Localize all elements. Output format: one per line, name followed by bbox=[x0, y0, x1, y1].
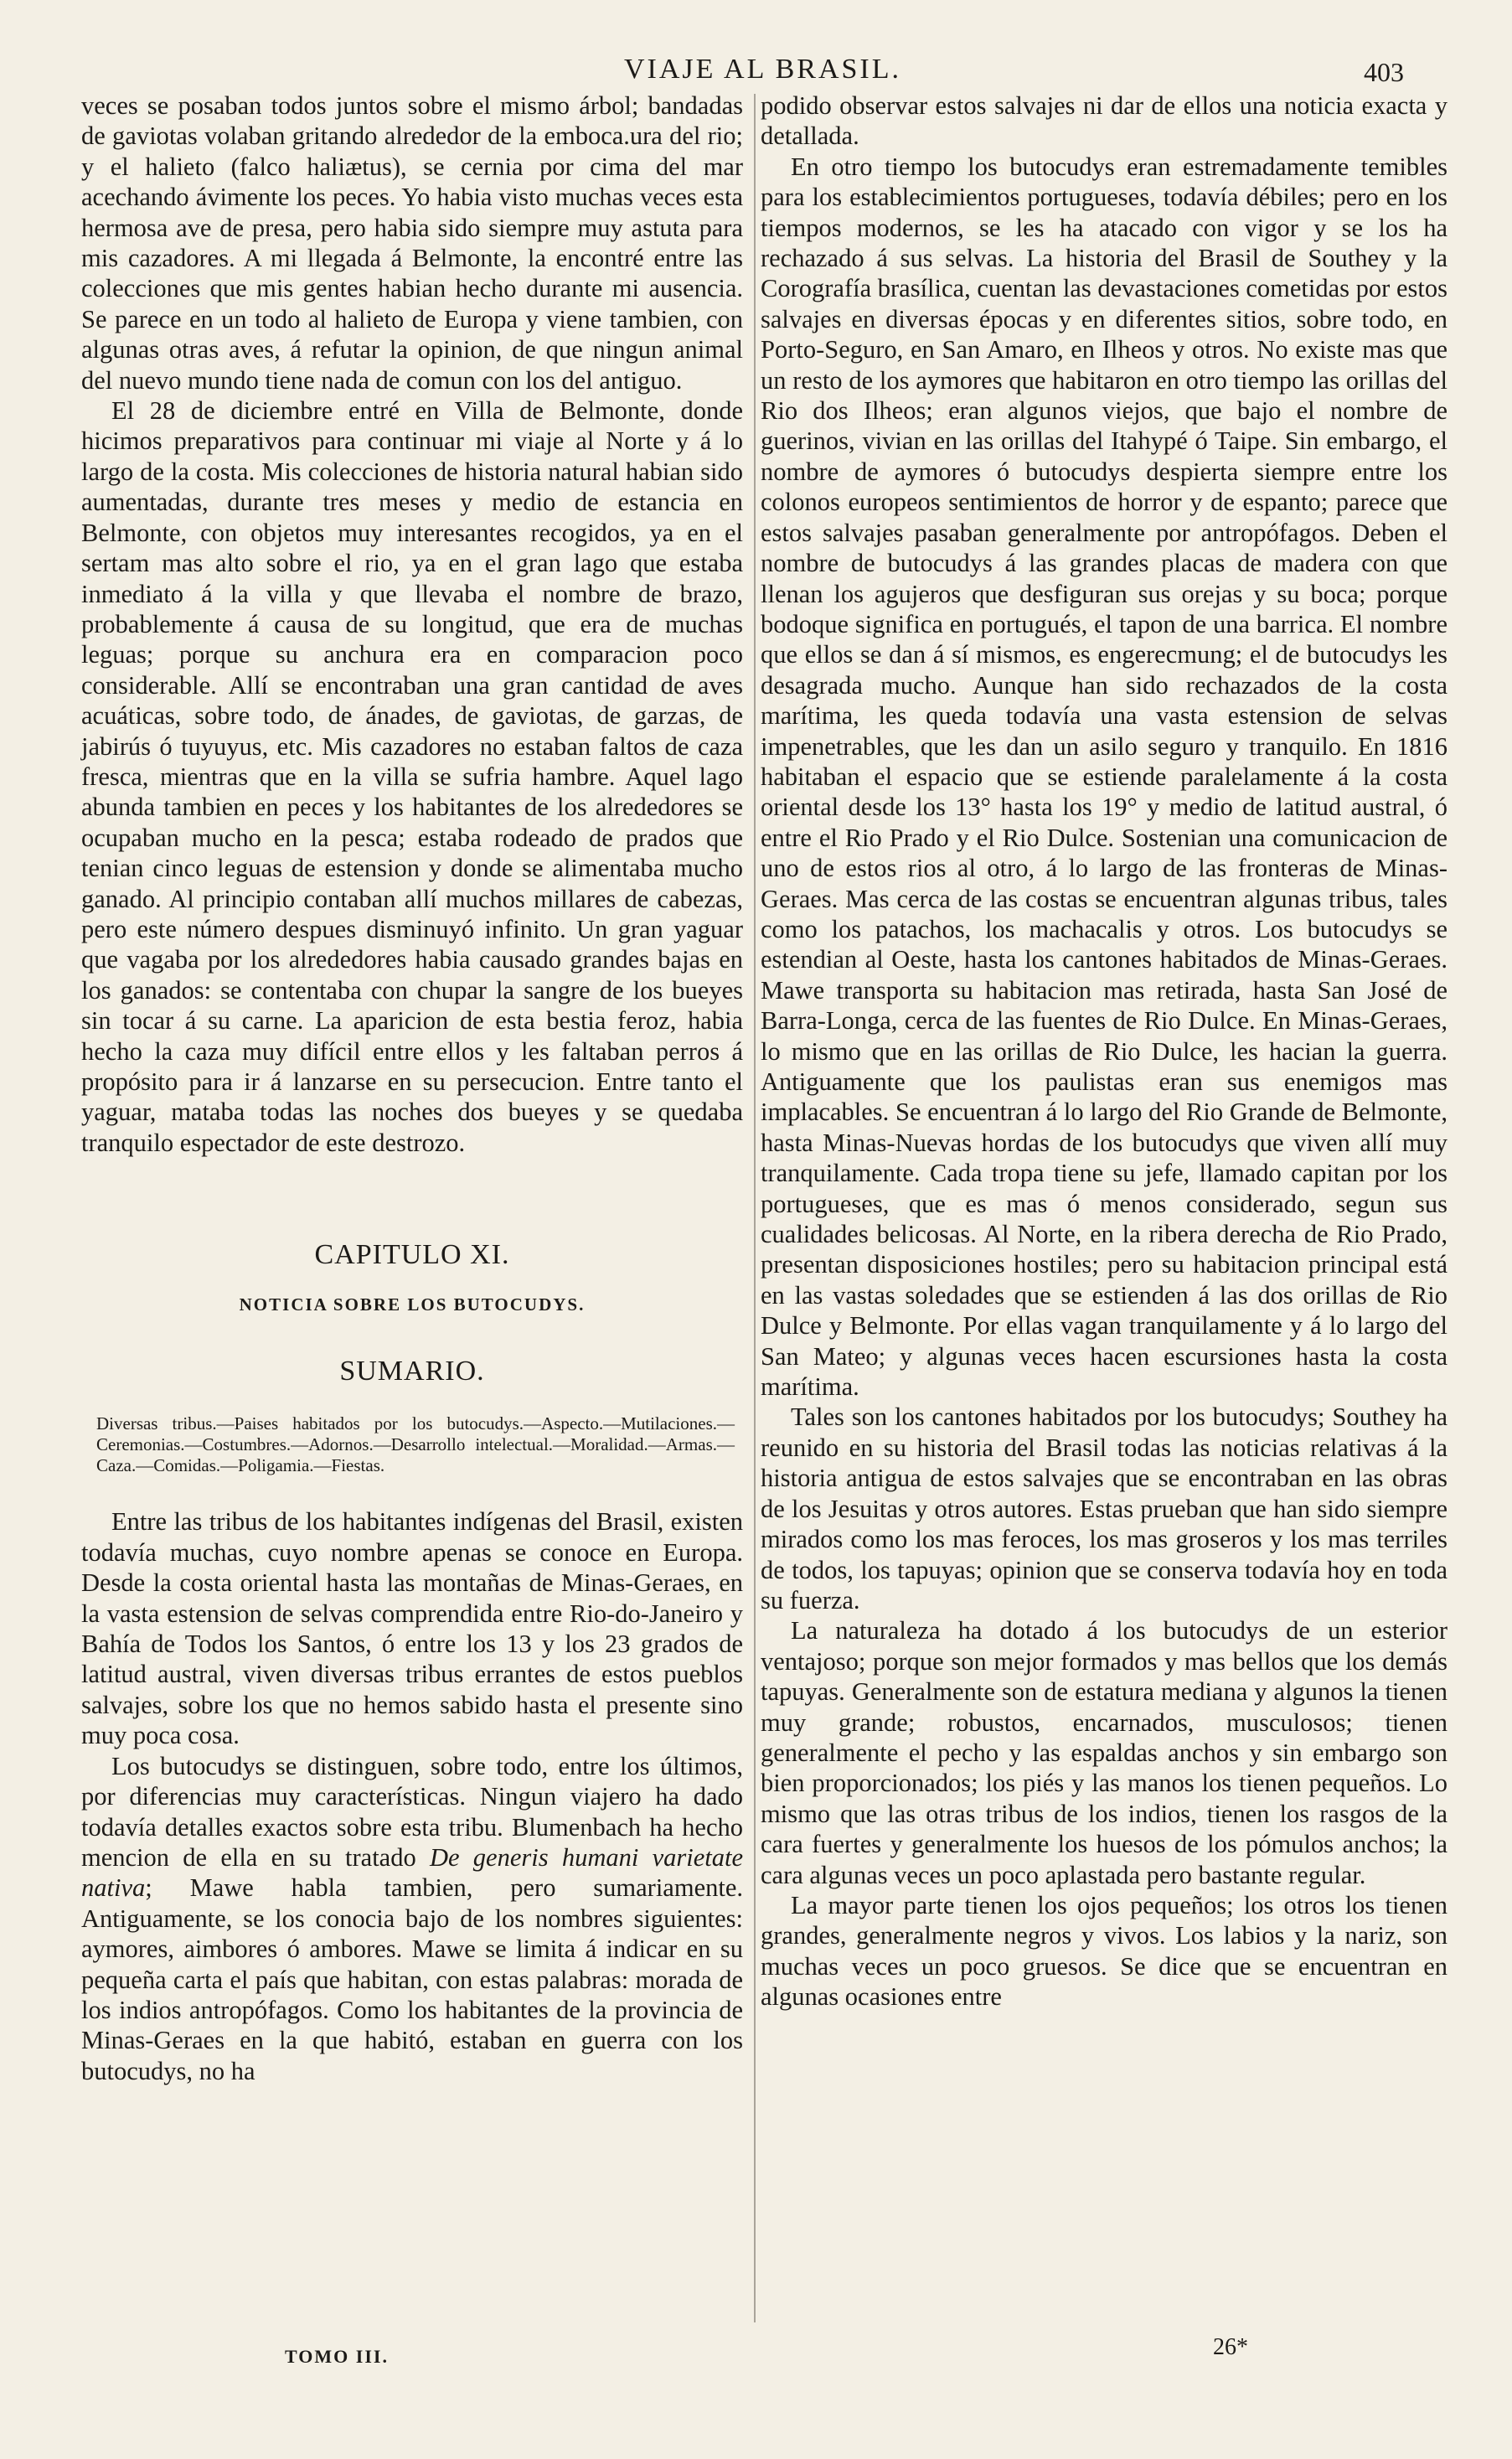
column-divider bbox=[754, 94, 756, 2322]
paragraph-text: Los butocudys se distinguen, sobre todo, entre los últimos, por diferencias muy características. Ningun viajero ha dado todavía detalles exactos sobre esta tribu. Blumenbach ha hecho mencion de ella en su tratado bbox=[81, 1751, 743, 1872]
paragraph: El 28 de diciembre entré en Villa de Belmonte, donde hicimos preparativos para continuar mi viaje al Norte y á lo largo de la costa. Mis colecciones de historia natural habian sido aumentadas, durante tres meses y medio de estancia en Belmonte, con objetos muy interesantes recogidos, ya en el sertam mas alto sobre el rio, ya en el gran lago que estaba inmediato á la villa y que llevaba el nombre de brazo, probablemente á causa de su longitud, que era de muchas leguas; porque su anchura era en comparacion poco considerable. Allí se encontraban una gran cantidad de aves acuáticas, sobre todo, de ánades, de gaviotas, de garzas, de jabirús ó tuyuyus, etc. Mis cazadores no estaban faltos de caza fresca, mientras que en la villa se sufria hambre. Aquel lago abunda tambien en peces y los habitantes de los alrededores se ocupaban mucho en la pesca; estaba rodeado de prados que tenian cinco leguas de estension y donde se alimentaba mucho ganado. Al principio contaban allí muchos millares de cabezas, pero este número despues disminuyó infinito. Un gran yaguar que vagaba por los alrededores habia causado grandes bajas en los ganados: se contentaba con chupar la sangre de los bueyes sin tocar á su carne. La aparicion de esta bestia feroz, habia hecho la caza muy difícil entre ellos y les faltaban perros á propósito para ir á lanzarse en su persecucion. Entre tanto el yaguar, mataba todas las noches dos bueyes y se quedaba tranquilo espectador de este destrozo. bbox=[81, 396, 743, 1157]
page-header bbox=[0, 54, 1512, 87]
paragraph: En otro tiempo los butocudys eran estremadamente temibles para los establecimientos portugueses, todavía débiles; pero en los tiempos modernos, se les ha atacado con vigor y se los ha rechazado á sus selvas. La historia del Brasil de Southey y la Corografía brasílica, cuentan las devastaciones cometidas por estos salvajes en diversas épocas y en diferentes sitios, sobre todo, en Porto-Seguro, en San Amaro, en Ilheos y otros. No existe mas que un resto de los aymores que habitaron en otro tiempo las orillas del Rio dos Ilheos; eran algunos viejos, que bajo el nombre de guerinos, vivian en las orillas del Itahypé ó Taipe. Sin embargo, el nombre de aymores ó butocudys despierta siempre entre los colonos europeos sentimientos de horror y de espanto; parece que estos salvajes pasaban generalmente por antropófagos. Deben el nombre de butocudys á las grandes placas de madera con que llenan los agujeros que desfiguran sus orejas y su boca; porque bodoque significa en portugués, el tapon de una barrica. El nombre que ellos se dan á sí mismos, es engerecmung; el de butocudys les desagrada mucho. Aunque han sido rechazados de la costa marítima, les queda todavía una vasta estension de selvas impenetrables, que les dan un asilo seguro y tranquilo. En 1816 habitaban el espacio que se estiende paralelamente á la costa oriental desde los 13° hasta los 19° y medio de latitud austral, ó entre el Rio Prado y el Rio Dulce. Sostenian una comunicacion de uno de estos rios al otro, á lo largo de las fronteras de Minas-Geraes. Mas cerca de las costas se encuentran algunas tribus, tales como los patachos, los machacalis y otros. Los butocudys se estendian al Oeste, hasta los cantones habitados de Minas-Geraes. Mawe transporta su habitacion mas retirada, hasta San José de Barra-Longa, cerca de las fuentes de Rio Dulce. En Minas-Geraes, lo mismo que en las orillas de Rio Dulce, les hacian la guerra. Antiguamente que los paulistas eran sus enemigos mas implacables. Se encuentran á lo largo del Rio Grande de Belmonte, hasta Minas-Nuevas hordas de los butocudys que viven allí muy tranquilamente. Cada tropa tiene su jefe, llamado capitan por los portugueses, que es mas ó menos considerado, segun sus cualidades belicosas. Al Norte, en la ribera derecha de Rio Prado, presentan disposiciones hostiles; pero su habitacion principal está en las vastas soledades que se estienden á las dos orillas de Rio Dulce y Belmonte. Por ellas vagan tranquilamente y á lo largo del San Mateo; y algunas veces hacen escursiones hasta la costa marítima. bbox=[761, 152, 1447, 1402]
chapter-subtitle: NOTICIA SOBRE LOS BUTOCUDYS. bbox=[239, 1294, 586, 1315]
volume-label: TOMO III. bbox=[285, 2346, 389, 2367]
paragraph bbox=[81, 1751, 743, 2086]
summary-heading: SUMARIO. bbox=[339, 1356, 485, 1387]
running-title: VIAJE AL BRASIL. bbox=[624, 54, 902, 85]
paragraph: veces se posaban todos juntos sobre el mismo árbol; bandadas de gaviotas volaban gritando alrededor de la emboca.ura del rio; y el halieto (falco haliætus), se cernia por cima del mar acechando ávimente los peces. Yo habia visto muchas veces esta hermosa ave de presa, pero habia sido siempre muy astuta para mis cazadores. A mi llegada á Belmonte, la encontré entre las colecciones que mis gentes habian hecho durante mi ausencia. Se parece en un todo al halieto de Europa y viene tambien, con algunas otras aves, á refutar la opinion, de que ningun animal del nuevo mundo tiene nada de comun con los del antiguo. bbox=[81, 91, 743, 395]
paragraph: La mayor parte tienen los ojos pequeños; los otros los tienen grandes, generalmente negros y vivos. Los labios y la nariz, son muchas veces un poco gruesos. Se dice que se encuentran en algunas ocasiones entre bbox=[761, 1890, 1447, 2012]
paragraph: Entre las tribus de los habitantes indígenas del Brasil, existen todavía muchas, cuyo nombre apenas se conoce en Europa. Desde la costa oriental hasta las montañas de Minas-Geraes, en la vasta estension de selvas comprendida entre Rio-do-Janeiro y Bahía de Todos los Santos, ó entre los 13 y los 23 grados de latitud austral, viven diversas tribus errantes de estos pueblos salvajes, sobre los que no hemos sabido hasta el presente sino muy poca cosa. bbox=[81, 1507, 743, 1750]
left-column bbox=[81, 90, 743, 2086]
page-number: 403 bbox=[1364, 57, 1404, 87]
signature-mark: 26* bbox=[1213, 2334, 1248, 2360]
paragraph-text: ; Mawe habla tambien, pero sumariamente. Antiguamente, se los conocia bajo de los nombres siguientes: aymores, aimbores ó ambores. Mawe se limita á indicar en su pequeña carta el país que habitan, con estas palabras: morada de los indios antropófagos. Como los habitantes de la provincia de Minas-Geraes en la que habitó, estaban en guerra con los butocudys, no ha bbox=[81, 1873, 743, 2085]
paragraph: La naturaleza ha dotado á los butocudys de un esterior ventajoso; porque son mejor formados y mas bellos que los demás tapuyas. Generalmente son de estatura mediana y algunos la tienen muy grande; robustos, encarnados, musculosos; tienen generalmente el pecho y las espaldas anchos y sin embargo son bien proporcionados; los piés y las manos los tienen pequeños. Lo mismo que las otras tribus de los indios, tienen los rasgos de la cara fuertes y generalmente los huesos de los pómulos anchos; la cara algunas veces un poco aplastada pero bastante regular. bbox=[761, 1616, 1447, 1889]
right-column bbox=[761, 90, 1447, 2012]
book-title: De generis humani varietate nativa bbox=[81, 1842, 743, 1903]
summary-text: Diversas tribus.—Paises habitados por los butocudys.—Aspecto.—Mutilaciones.—Ceremonias.—Costumbres.—Adornos.—Desarrollo intelectual.—Moralidad.—Armas.—Caza.—Comidas.—Poligamia.—Fiestas. bbox=[96, 1413, 735, 1476]
chapter-title: CAPITULO XI. bbox=[314, 1239, 510, 1271]
paragraph: Tales son los cantones habitados por los butocudys; Southey ha reunido en su historia del Brasil todas las noticias relativas á la historia antigua de estos salvajes que se encontraban en las obras de los Jesuitas y otros autores. Estas prueban que han sido siempre mirados como los mas feroces, los mas groseros y los mas terriles de todos, los tapuyas; opinion que se conserva todavía hoy en toda su fuerza. bbox=[761, 1403, 1447, 1614]
paragraph: podido observar estos salvajes ni dar de ellos una noticia exacta y detallada. bbox=[761, 91, 1447, 151]
